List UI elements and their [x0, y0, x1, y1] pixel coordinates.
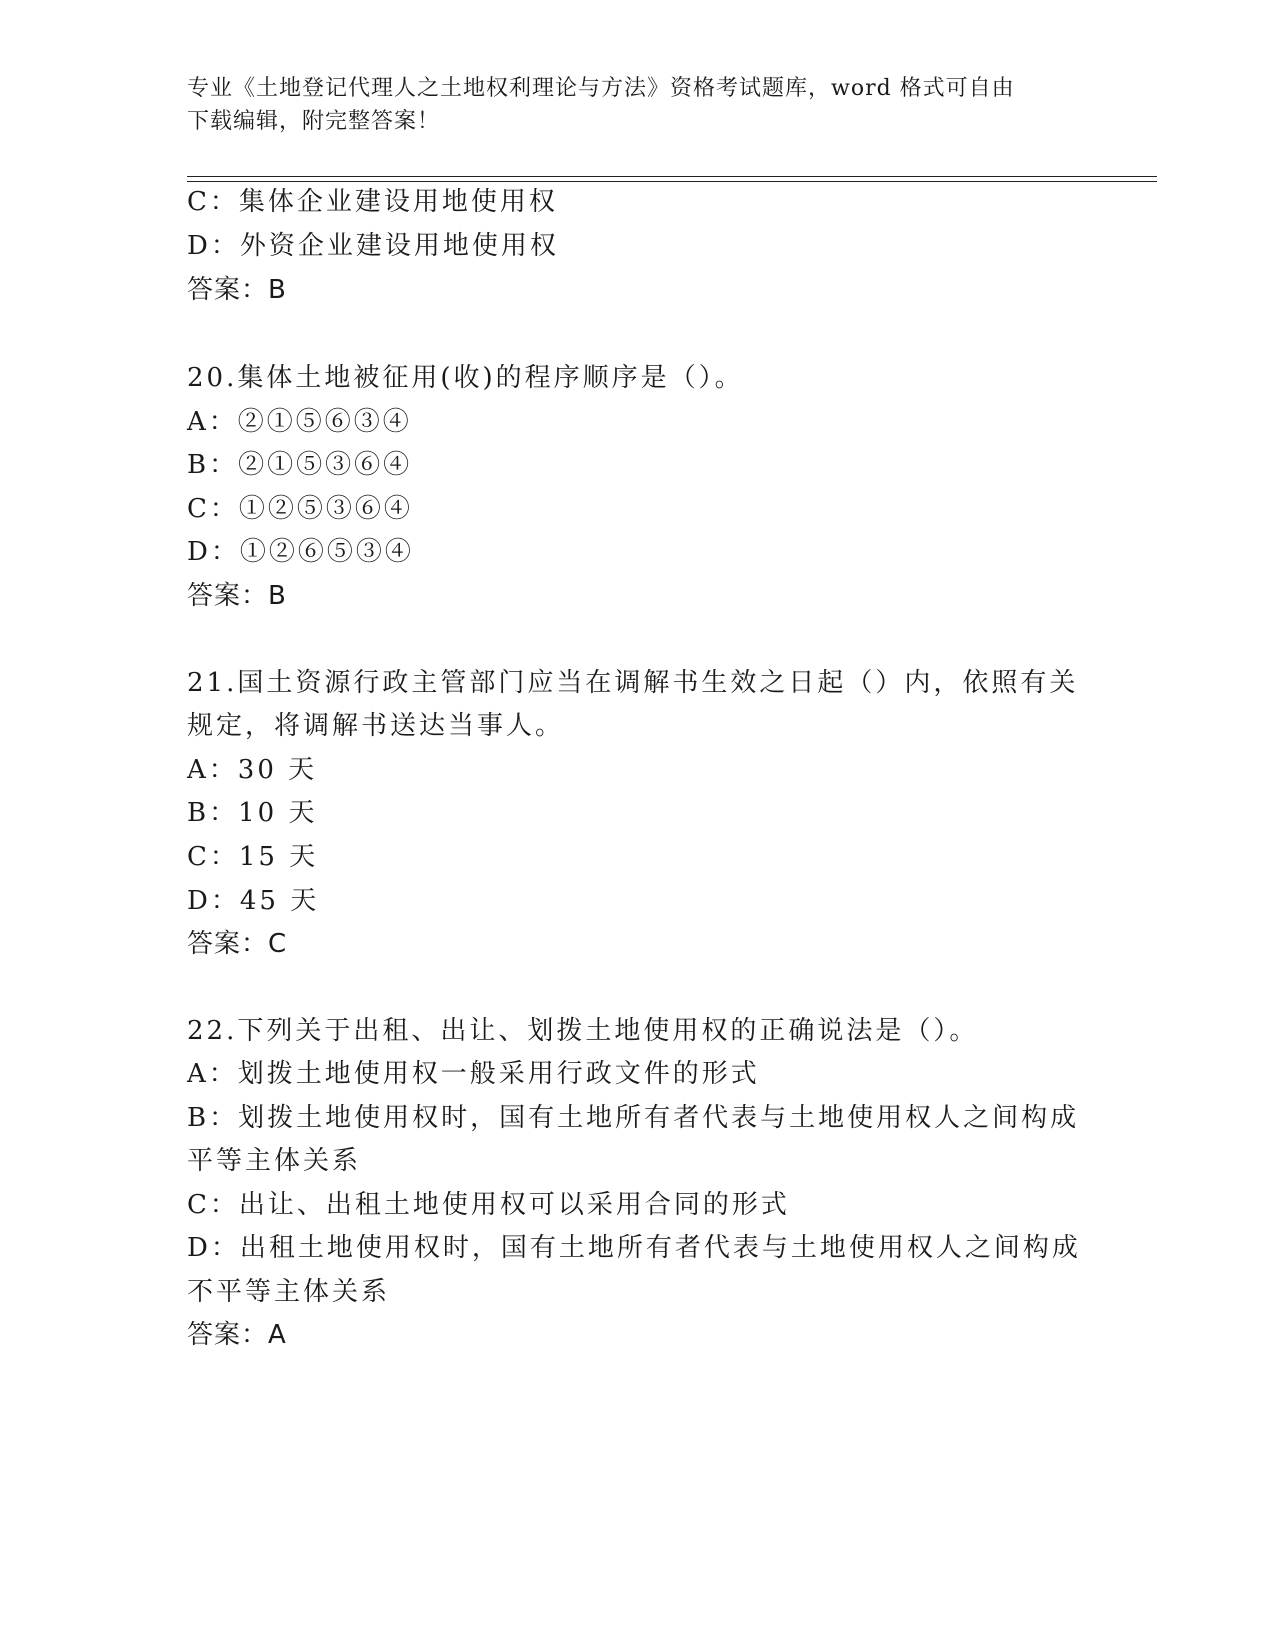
q22-answer: 答案：A — [187, 1320, 287, 1350]
header-line-2: 下载编辑，附完整答案！ — [187, 109, 441, 134]
q22-option-c: C：出让、出租土地使用权可以采用合同的形式 — [187, 1190, 790, 1220]
q19-option-d: D：外资企业建设用地使用权 — [187, 231, 559, 261]
q19-answer: 答案：B — [187, 275, 287, 305]
q20-option-d: D：①②⑥⑤③④ — [187, 537, 414, 567]
q21-option-b: B：10 天 — [187, 798, 318, 828]
q22-option-d-line-2: 不平等主体关系 — [187, 1277, 391, 1307]
q19-option-c: C：集体企业建设用地使用权 — [187, 187, 558, 217]
document-header — [187, 72, 1077, 138]
q20-option-a: A：②①⑤⑥③④ — [187, 407, 412, 437]
q22-option-b-line-1: B：划拨土地使用权时，国有土地所有者代表与土地使用权人之间构成 — [187, 1103, 1080, 1133]
q21-option-d: D：45 天 — [187, 886, 320, 916]
q22-question: 22.下列关于出租、出让、划拨土地使用权的正确说法是（）。 — [187, 1016, 979, 1046]
q21-question-line-1: 21.国土资源行政主管部门应当在调解书生效之日起（）内，依照有关 — [187, 668, 1079, 698]
q20-question: 20.集体土地被征用(收)的程序顺序是（）。 — [187, 363, 744, 393]
q22-option-b-line-2: 平等主体关系 — [187, 1146, 362, 1176]
q21-answer: 答案：C — [187, 929, 288, 959]
q21-option-a: A：30 天 — [187, 755, 318, 785]
q20-answer: 答案：B — [187, 581, 287, 611]
q20-option-b: B：②①⑤③⑥④ — [187, 450, 413, 480]
q21-option-c: C：15 天 — [187, 842, 319, 872]
q22-option-d-line-1: D：出租土地使用权时，国有土地所有者代表与土地使用权人之间构成 — [187, 1233, 1081, 1263]
header-divider — [187, 176, 1157, 182]
document-page — [187, 0, 1157, 1650]
header-line-1: 专业《土地登记代理人之土地权利理论与方法》资格考试题库，word 格式可自由 — [187, 76, 1015, 101]
q21-question-line-2: 规定，将调解书送达当事人。 — [187, 711, 565, 741]
q20-option-c: C：①②⑤③⑥④ — [187, 494, 413, 524]
q22-option-a: A：划拨土地使用权一般采用行政文件的形式 — [187, 1059, 760, 1089]
